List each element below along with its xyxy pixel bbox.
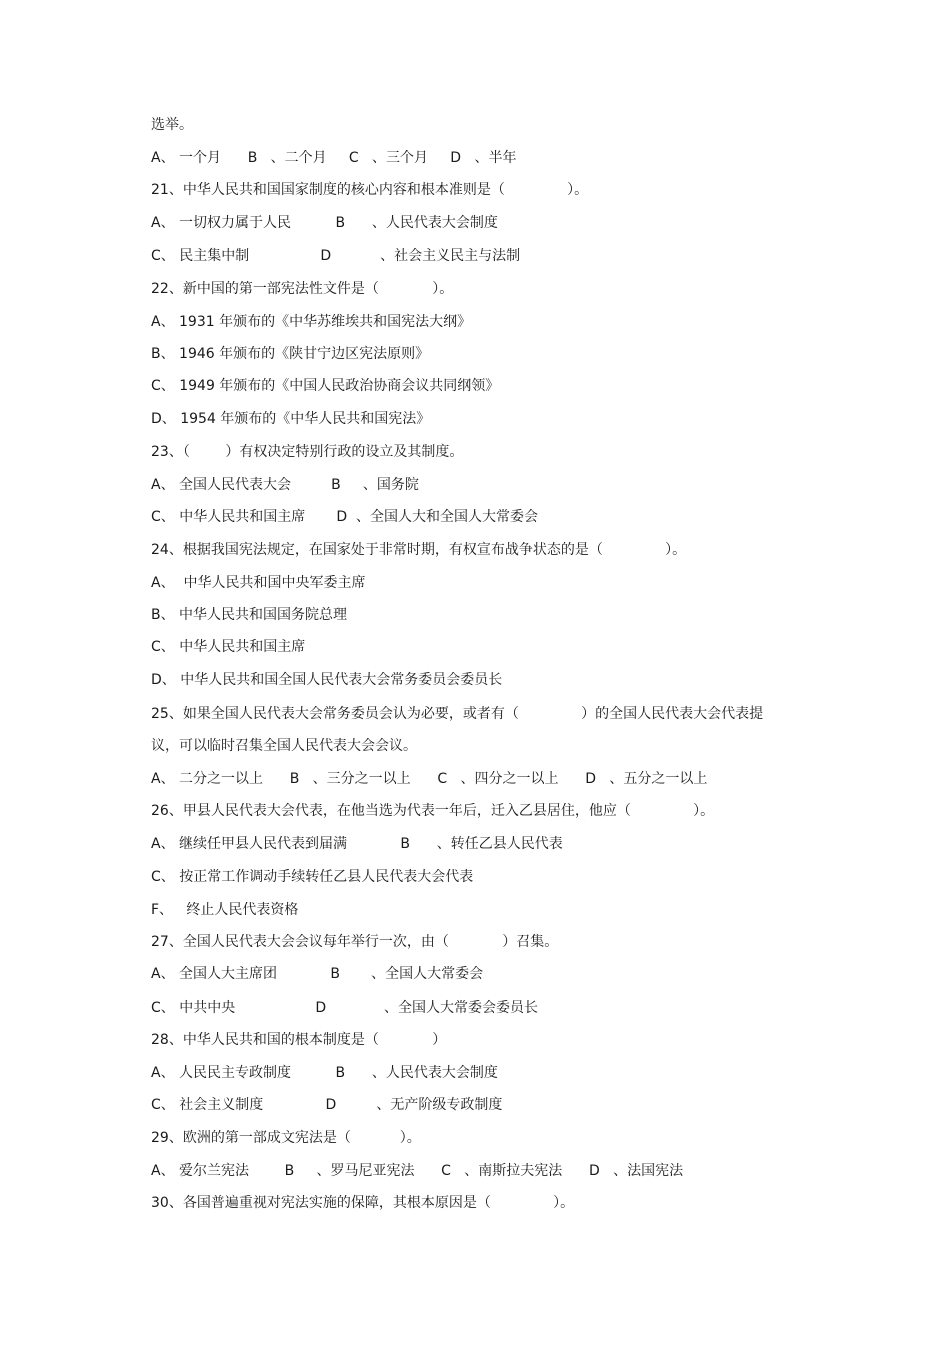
option-line: D、 中华人民共和国全国人民代表大会常务委员会委员长 xyxy=(151,672,503,688)
option-line: C、 中华人民共和国主席 xyxy=(151,639,306,655)
option-line: A、 爱尔兰宪法 B 、罗马尼亚宪法 C 、南斯拉夫宪法 D 、法国宪法 xyxy=(151,1163,684,1179)
option-line: A、 一个月 B 、二个月 C 、三个月 D 、半年 xyxy=(151,150,517,166)
option-line: B、 中华人民共和国国务院总理 xyxy=(151,607,348,623)
question-26: 26、甲县人民代表大会代表，在他当选为代表一年后，迁入乙县居住，他应（ ）。 xyxy=(151,803,715,819)
option-line: C、 社会主义制度 D 、无产阶级专政制度 xyxy=(151,1097,503,1113)
option-line: C、 中共中央 D 、全国人大常委会委员长 xyxy=(151,1000,538,1016)
question-24: 24、根据我国宪法规定，在国家处于非常时期，有权宣布战争状态的是（ ）。 xyxy=(151,542,687,558)
option-line: A、 一切权力属于人民 B 、人民代表大会制度 xyxy=(151,215,498,231)
option-line: A、 二分之一以上 B 、三分之一以上 C 、四分之一以上 D 、五分之一以上 xyxy=(151,771,708,787)
option-line: C、 按正常工作调动手续转任乙县人民代表大会代表 xyxy=(151,869,474,885)
question-23: 23、（ ）有权决定特别行政的设立及其制度。 xyxy=(151,444,464,460)
option-line: F、 终止人民代表资格 xyxy=(151,902,299,918)
question-29: 29、欧洲的第一部成文宪法是（ ）。 xyxy=(151,1130,421,1146)
question-25: 25、如果全国人民代表大会常务委员会认为必要，或者有（ ）的全国人民代表大会代表提 xyxy=(151,706,764,722)
option-line: D、 1954 年颁布的《中华人民共和国宪法》 xyxy=(151,411,431,427)
option-line: B、 1946 年颁布的《陕甘宁边区宪法原则》 xyxy=(151,346,430,362)
question-28: 28、中华人民共和国的根本制度是（ ） xyxy=(151,1032,447,1048)
option-line: A、 人民民主专政制度 B 、人民代表大会制度 xyxy=(151,1065,498,1081)
option-line: A、 全国人大主席团 B 、全国人大常委会 xyxy=(151,966,484,982)
option-line: C、 1949 年颁布的《中国人民政治协商会议共同纲领》 xyxy=(151,378,500,394)
text-line: 议，可以临时召集全国人民代表大会会议。 xyxy=(151,738,417,754)
question-21: 21、中华人民共和国国家制度的核心内容和根本准则是（ ）。 xyxy=(151,182,589,198)
option-line: C、 民主集中制 D 、社会主义民主与法制 xyxy=(151,248,521,264)
question-30: 30、各国普遍重视对宪法实施的保障，其根本原因是（ ）。 xyxy=(151,1195,575,1211)
question-22: 22、新中国的第一部宪法性文件是（ ）。 xyxy=(151,281,454,297)
option-line: A、 继续任甲县人民代表到届满 B 、转任乙县人民代表 xyxy=(151,836,563,852)
option-line: A、 全国人民代表大会 B 、国务院 xyxy=(151,477,419,493)
text-line: 选举。 xyxy=(151,117,193,133)
option-line: A、 中华人民共和国中央军委主席 xyxy=(151,575,366,591)
option-line: A、 1931 年颁布的《中华苏维埃共和国宪法大纲》 xyxy=(151,314,472,330)
question-27: 27、全国人民代表大会会议每年举行一次，由（ ）召集。 xyxy=(151,934,559,950)
option-line: C、 中华人民共和国主席 D 、全国人大和全国人大常委会 xyxy=(151,509,539,525)
